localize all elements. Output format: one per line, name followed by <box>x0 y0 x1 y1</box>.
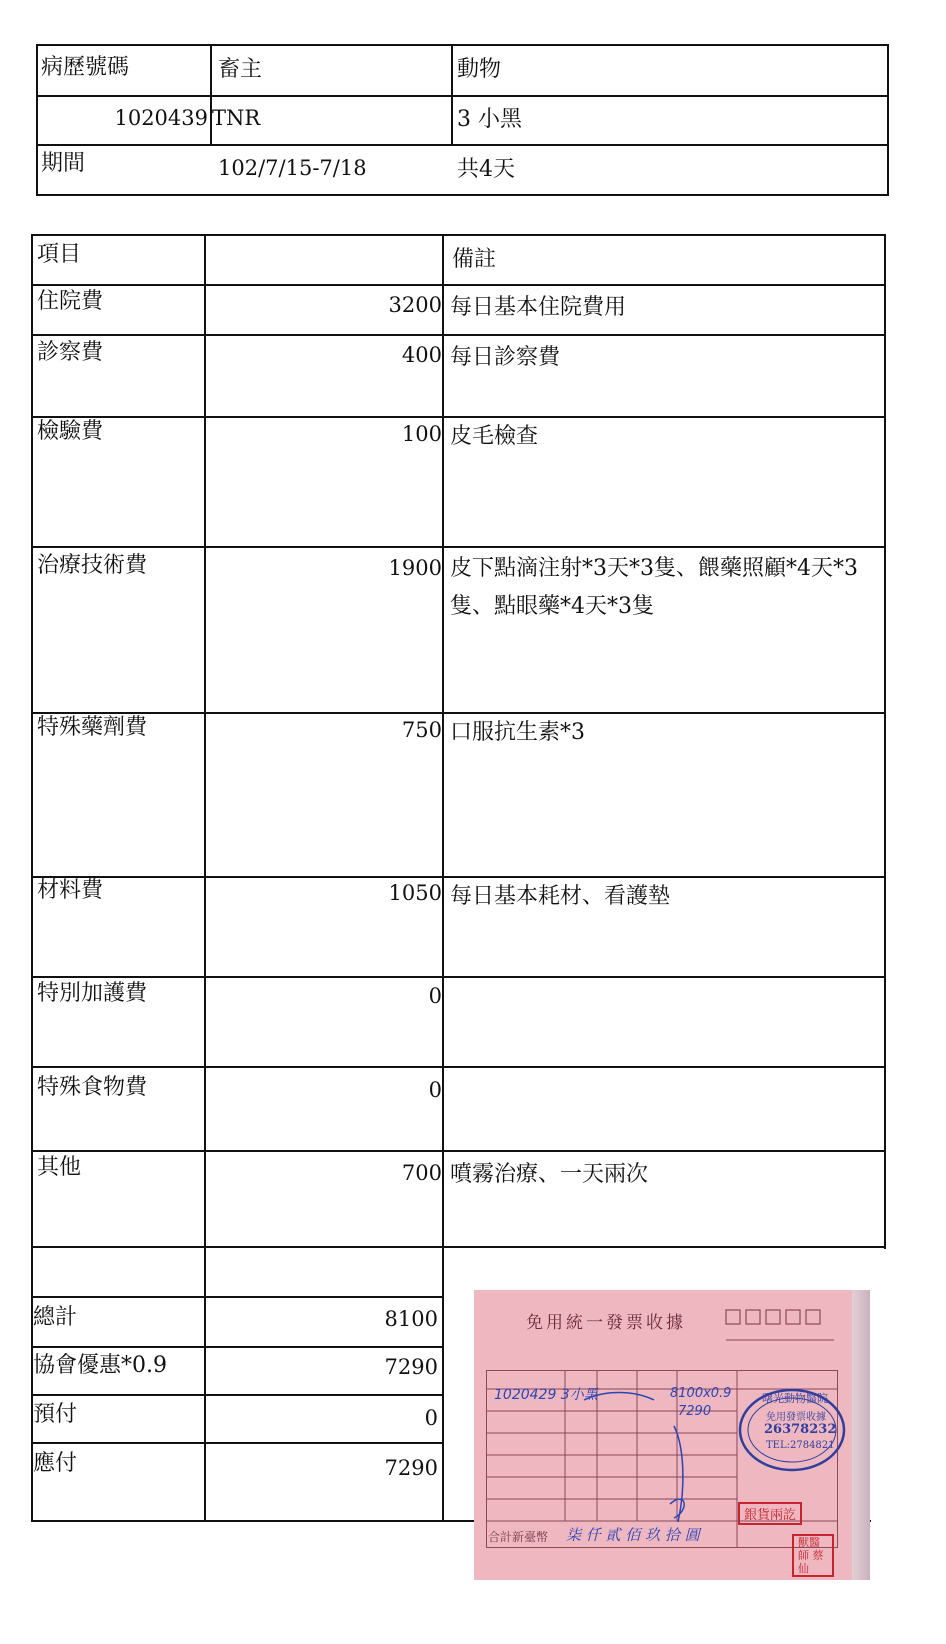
summary-label: 應付 <box>33 1451 78 1476</box>
animal: 3 小黑 <box>457 107 522 132</box>
divider <box>451 44 453 145</box>
row-item: 特殊藥劑費 <box>37 715 148 740</box>
summary-amount: 8100 <box>384 1307 438 1331</box>
summary-amount: 0 <box>424 1406 438 1430</box>
row-note: 口服抗生素*3 <box>450 720 585 745</box>
stamp-paid: 銀貨兩訖 <box>738 1502 802 1525</box>
record-no: 1020439 <box>114 106 208 130</box>
row-divider <box>31 1066 886 1068</box>
row-amount: 1050 <box>388 881 442 905</box>
row-amount: 700 <box>401 1161 442 1185</box>
row-note: 噴霧治療、一天兩次 <box>450 1162 649 1187</box>
receipt-hand-record: 1020429 3小黑 <box>494 1387 598 1403</box>
summary-amount: 7290 <box>384 1456 438 1480</box>
days: 共4天 <box>457 157 515 182</box>
row-amount: 750 <box>401 718 442 742</box>
frame-top <box>31 234 886 236</box>
row-amount: 3200 <box>388 293 442 317</box>
summary-label: 總計 <box>33 1305 78 1330</box>
row-divider <box>31 1246 886 1248</box>
receipt-hand-total1: 8100x0.9 <box>670 1386 732 1401</box>
row-item: 特殊食物費 <box>37 1075 148 1100</box>
stamp-note: 免用發票收據 <box>766 1412 826 1423</box>
row-note: 每日基本住院費用 <box>450 295 627 320</box>
row-item: 住院費 <box>37 289 104 314</box>
row-item: 特別加護費 <box>37 981 148 1006</box>
frame-col1 <box>204 234 206 1522</box>
row-note: 皮毛檢查 <box>450 424 539 449</box>
row-item: 其他 <box>37 1155 82 1180</box>
row-item: 治療技術費 <box>37 553 148 578</box>
label-animal: 動物 <box>457 57 502 82</box>
frame-col2 <box>442 234 444 1522</box>
col-item-header: 項目 <box>37 242 82 267</box>
row-amount: 400 <box>401 343 442 367</box>
frame-right <box>884 234 886 1249</box>
row-divider <box>31 1394 443 1396</box>
row-item: 診察費 <box>37 340 104 365</box>
row-note: 每日診察費 <box>450 345 561 370</box>
row-divider <box>31 976 886 978</box>
row-divider <box>31 1346 443 1348</box>
row-amount: 0 <box>428 1078 442 1102</box>
receipt-stack-edge <box>852 1290 870 1580</box>
row-amount: 100 <box>401 422 442 446</box>
receipt-number-boxes <box>724 1308 854 1348</box>
owner: TNR <box>212 106 261 130</box>
row-divider <box>31 416 886 418</box>
stamp-tel: TEL:2784821 <box>766 1440 835 1451</box>
summary-label: 協會優惠*0.9 <box>33 1353 167 1378</box>
receipt-total-label: 合計新臺幣 <box>488 1530 549 1544</box>
receipt-hand-strokes <box>574 1386 734 1536</box>
row-divider <box>31 876 886 878</box>
col-note-header: 備註 <box>452 247 497 272</box>
row-divider <box>31 1150 886 1152</box>
summary-label: 預付 <box>33 1402 78 1427</box>
row-note: 每日基本耗材、看護墊 <box>450 884 671 909</box>
row-divider <box>31 334 886 336</box>
divider <box>36 95 889 97</box>
row-divider <box>31 546 886 548</box>
receipt-hand-total-words: 柒 仟 貳 佰 玖 拾 圓 <box>566 1526 700 1544</box>
summary-amount: 7290 <box>384 1355 438 1379</box>
row-item: 材料費 <box>37 878 104 903</box>
row-amount: 1900 <box>388 556 442 580</box>
period: 102/7/15-7/18 <box>218 156 367 180</box>
row-item: 檢驗費 <box>37 419 104 444</box>
row-divider <box>31 1442 443 1444</box>
receipt-hand-total2: 7290 <box>678 1404 712 1419</box>
label-owner: 畜主 <box>218 57 263 82</box>
divider <box>36 144 889 146</box>
stamp-number: 26378232 <box>764 1422 837 1437</box>
stamp-vet: 獸醫師 蔡仙 <box>792 1534 834 1577</box>
stamp-clinic-name: 曙光動物醫院 <box>762 1392 828 1405</box>
receipt-title: 免用統一發票收據 <box>526 1313 686 1333</box>
label-record-no: 病歷號碼 <box>41 55 130 80</box>
row-amount: 0 <box>428 984 442 1008</box>
row-divider <box>31 1296 443 1298</box>
label-period: 期間 <box>41 151 86 176</box>
row-divider <box>31 712 886 714</box>
receipt-photo <box>474 1290 870 1580</box>
row-divider <box>31 284 886 286</box>
row-note: 皮下點滴注射*3天*3隻、餵藥照顧*4天*3隻、點眼藥*4天*3隻 <box>450 556 858 619</box>
